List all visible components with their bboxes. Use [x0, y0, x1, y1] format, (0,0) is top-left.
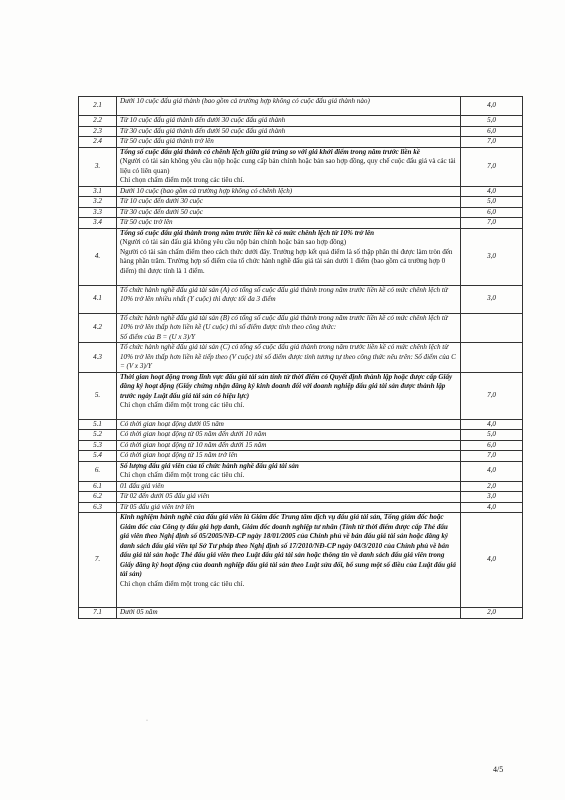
criteria-description — [117, 116, 461, 127]
criteria-description — [117, 137, 461, 148]
criteria-number: 4.2 — [79, 313, 117, 343]
criteria-description — [117, 207, 461, 218]
criteria-text: Dưới 10 cuộc đấu giá thành (bao gồm cả trường hợp không có cuộc đấu giá thành nào) — [120, 97, 370, 105]
criteria-description — [117, 481, 461, 492]
criteria-points: 4,0 — [461, 513, 523, 608]
criteria-text: Người có tài sản chấm điểm theo cách thức dưới đây. Trường hợp kết quả điểm là số thập phân thì được làm tròn đến hàng phần trăm. Trường hợp số điểm của tổ chức hành nghề đấu giá tài sản dưới 1 điểm (bao gồm cả trường hợp 0 điểm) thì được tính là 1 điểm. — [120, 247, 453, 275]
criteria-row — [79, 513, 523, 608]
criteria-number: 5.4 — [79, 451, 117, 462]
criteria-row — [79, 97, 523, 116]
criteria-row — [79, 186, 523, 197]
criteria-text: Tổ chức hành nghề đấu giá tài sản (A) có tổng số cuộc đấu giá thành trong năm trước liền kề có mức chênh lệch từ 10% trở lên nhiều nhất (Y cuộc) thì được tối đa 3 điểm — [120, 285, 448, 303]
criteria-description — [117, 313, 461, 343]
criteria-description — [117, 285, 461, 313]
criteria-row — [79, 451, 523, 462]
criteria-points — [461, 313, 523, 343]
criteria-number: 3.1 — [79, 186, 117, 197]
criteria-points: 7,0 — [461, 451, 523, 462]
criteria-row — [79, 147, 523, 186]
criteria-points: 6,0 — [461, 207, 523, 218]
criteria-row — [79, 502, 523, 513]
criteria-text: Dưới 10 cuộc (bao gồm cả trường hợp không có chênh lệch) — [120, 186, 293, 195]
criteria-points: 3,0 — [461, 285, 523, 313]
criteria-table-body — [79, 97, 523, 619]
criteria-text: Từ 30 cuộc đến dưới 50 cuộc — [120, 207, 203, 216]
criteria-text: Tổ chức hành nghề đấu giá tài sản (C) có tổng số cuộc đấu giá thành trong năm trước liền kề có mức chênh lệch từ 10% trở lên thấp hơn liền kề tiếp theo (V cuộc) thì số điểm được tính tương tự theo công thức nêu trên: Số điểm của C = (V x 3)/Y — [120, 343, 456, 370]
criteria-description — [117, 228, 461, 285]
criteria-row — [79, 430, 523, 441]
criteria-text: Từ 50 cuộc đấu giá thành trở lên — [120, 137, 214, 145]
criteria-description — [117, 419, 461, 430]
criteria-row — [79, 313, 523, 343]
criteria-row — [79, 116, 523, 127]
criteria-row — [79, 343, 523, 373]
criteria-points: 4,0 — [461, 419, 523, 430]
criteria-points: 2,0 — [461, 608, 523, 619]
criteria-number: 3. — [79, 147, 117, 186]
criteria-description — [117, 218, 461, 229]
criteria-number: 5.3 — [79, 440, 117, 451]
criteria-number: 3.3 — [79, 207, 117, 218]
criteria-description — [117, 372, 461, 419]
criteria-number: 6.1 — [79, 481, 117, 492]
criteria-text: Kinh nghiệm hành nghề của đấu giá viên là Giám đốc Trung tâm dịch vụ đấu giá tài sản, Tổng giám đốc hoặc Giám đốc của Công ty đấu giá hợp danh, Giám đốc doanh nghiệp tư nhân (Tính từ thời điểm được cấp Thẻ đấu giá viên theo Nghị định số 05/2005/NĐ-CP ngày 18/01/2005 của Chính phủ về bán đấu giá tài sản hoặc đăng ký danh sách đấu giá viên tại Sở Tư pháp theo Nghị định số 17/2010/NĐ-CP ngày 04/3/2010 của Chính phủ về bán đấu giá tài sản hoặc Thẻ đấu giá viên theo Luật đấu giá tài sản hoặc thông tin về danh sách đấu giá viên trong Giấy đăng ký hoạt động của doanh nghiệp đấu giá tài sản theo Luật sửa đổi, bổ sung một số điều của Luật đấu giá tài sản) — [120, 513, 456, 578]
criteria-text: Dưới 05 năm — [120, 608, 158, 616]
criteria-text: Tổ chức hành nghề đấu giá tài sản (B) có tổng số cuộc đấu giá thành trong năm trước liền kề có mức chênh lệch từ 10% trở lên thấp hơn liền kề (U cuộc) thì số điểm được tính theo công thức: — [120, 313, 448, 331]
criteria-number: 4.1 — [79, 285, 117, 313]
criteria-description — [117, 513, 461, 608]
criteria-text: Có thời gian hoạt động từ 15 năm trở lên — [120, 451, 238, 459]
criteria-points: 5,0 — [461, 197, 523, 208]
criteria-description — [117, 608, 461, 619]
criteria-text: Từ 30 cuộc đấu giá thành đến dưới 50 cuộc đấu giá thành — [120, 126, 286, 135]
criteria-description — [117, 440, 461, 451]
criteria-text: Thời gian hoạt động trong lĩnh vực đấu giá tài sản tính từ thời điểm có Quyết định thành lập hoặc được cấp Giấy đăng ký hoạt động (Giấy chứng nhận đăng ký kinh doanh đối với doanh nghiệp đấu giá tài sản được thành lập trước ngày Luật đấu giá tài sản có hiệu lực) — [120, 372, 453, 400]
criteria-text: Từ 10 cuộc đấu giá thành đến dưới 30 cuộc đấu giá thành — [120, 116, 286, 124]
criteria-number: 2.4 — [79, 137, 117, 148]
criteria-text: Tổng số cuộc đấu giá thành có chênh lệch giữa giá trúng so với giá khởi điểm trong năm trước liền kề — [120, 147, 420, 156]
criteria-points: 4,0 — [461, 186, 523, 197]
criteria-text: Từ 10 cuộc đến dưới 30 cuộc — [120, 197, 203, 205]
criteria-points: 2,0 — [461, 481, 523, 492]
criteria-row — [79, 228, 523, 285]
criteria-row — [79, 419, 523, 430]
criteria-number: 2.2 — [79, 116, 117, 127]
criteria-text: Từ 50 cuộc trở lên — [120, 218, 173, 226]
criteria-number: 3.4 — [79, 218, 117, 229]
criteria-number: 7.1 — [79, 608, 117, 619]
criteria-text: (Người có tài sản đấu giá không yêu cầu nộp bản chính hoặc bản sao hợp đồng) — [120, 238, 347, 246]
criteria-text: Từ 05 đấu giá viên trở lên — [120, 502, 195, 511]
criteria-row — [79, 608, 523, 619]
criteria-number: 5. — [79, 372, 117, 419]
criteria-points: 7,0 — [461, 147, 523, 186]
criteria-row — [79, 207, 523, 218]
page-number: 4/5 — [493, 765, 504, 774]
criteria-description — [117, 147, 461, 186]
criteria-row — [79, 461, 523, 481]
criteria-description — [117, 451, 461, 462]
criteria-text: (Người có tài sản không yêu cầu nộp hoặc cung cấp bản chính hoặc bản sao hợp đồng, quy chế cuộc đấu giá và các tài liệu có liên quan) — [120, 157, 456, 175]
criteria-points: 3,0 — [461, 492, 523, 503]
criteria-number: 4.3 — [79, 343, 117, 373]
criteria-row — [79, 492, 523, 503]
criteria-text: Chỉ chọn chấm điểm một trong các tiêu chí. — [120, 401, 245, 409]
criteria-points: 7,0 — [461, 137, 523, 148]
criteria-description — [117, 343, 461, 373]
criteria-number: 7. — [79, 513, 117, 608]
criteria-description — [117, 492, 461, 503]
criteria-points: 7,0 — [461, 218, 523, 229]
criteria-text: Số lượng đấu giá viên của tổ chức hành nghề đấu giá tài sản — [120, 461, 299, 470]
criteria-points: 6,0 — [461, 440, 523, 451]
criteria-number: 6. — [79, 461, 117, 481]
criteria-text: 01 đấu giá viên — [120, 481, 164, 490]
criteria-points: 5,0 — [461, 116, 523, 127]
criteria-description — [117, 186, 461, 197]
criteria-number: 2.1 — [79, 97, 117, 116]
criteria-description — [117, 97, 461, 116]
criteria-points: 4,0 — [461, 461, 523, 481]
criteria-number: 2.3 — [79, 126, 117, 137]
criteria-row — [79, 440, 523, 451]
criteria-text: Chỉ chọn chấm điểm một trong các tiêu chí. — [120, 471, 245, 479]
criteria-number: 5.1 — [79, 419, 117, 430]
criteria-description — [117, 502, 461, 513]
criteria-number: 4. — [79, 228, 117, 285]
criteria-number: 6.3 — [79, 502, 117, 513]
criteria-text: Chỉ chọn chấm điểm một trong các tiêu chí. — [120, 176, 245, 184]
criteria-description — [117, 197, 461, 208]
criteria-number: 5.2 — [79, 430, 117, 441]
criteria-points: 4,0 — [461, 97, 523, 116]
criteria-description — [117, 126, 461, 137]
criteria-table — [78, 96, 523, 619]
criteria-text: Tổng số cuộc đấu giá thành trong năm trước liền kề có mức chênh lệch từ 10% trở lên — [120, 228, 375, 237]
criteria-points: 7,0 — [461, 372, 523, 419]
criteria-points: 4,0 — [461, 502, 523, 513]
criteria-number: 6.2 — [79, 492, 117, 503]
criteria-description — [117, 430, 461, 441]
criteria-text: Có thời gian hoạt động dưới 05 năm — [120, 419, 224, 428]
criteria-row — [79, 137, 523, 148]
stray-mark: · — [146, 718, 148, 724]
criteria-points: 6,0 — [461, 126, 523, 137]
criteria-row — [79, 197, 523, 208]
criteria-number: 3.2 — [79, 197, 117, 208]
criteria-text: Có thời gian hoạt động từ 10 năm đến dưới 15 năm — [120, 440, 267, 449]
criteria-row — [79, 481, 523, 492]
criteria-description — [117, 461, 461, 481]
criteria-text: Chỉ chọn chấm điểm một trong các tiêu chí. — [120, 579, 245, 588]
criteria-row — [79, 218, 523, 229]
criteria-points — [461, 343, 523, 373]
criteria-text: Từ 02 đến dưới 05 đấu giá viên — [120, 492, 210, 500]
criteria-row — [79, 126, 523, 137]
criteria-points: 3,0 — [461, 228, 523, 285]
criteria-text: Có thời gian hoạt động từ 05 năm đến dưới 10 năm — [120, 430, 267, 438]
criteria-text: Số điểm của B = (U x 3)/Y — [120, 332, 196, 341]
criteria-row — [79, 285, 523, 313]
criteria-points: 5,0 — [461, 430, 523, 441]
criteria-row — [79, 372, 523, 419]
